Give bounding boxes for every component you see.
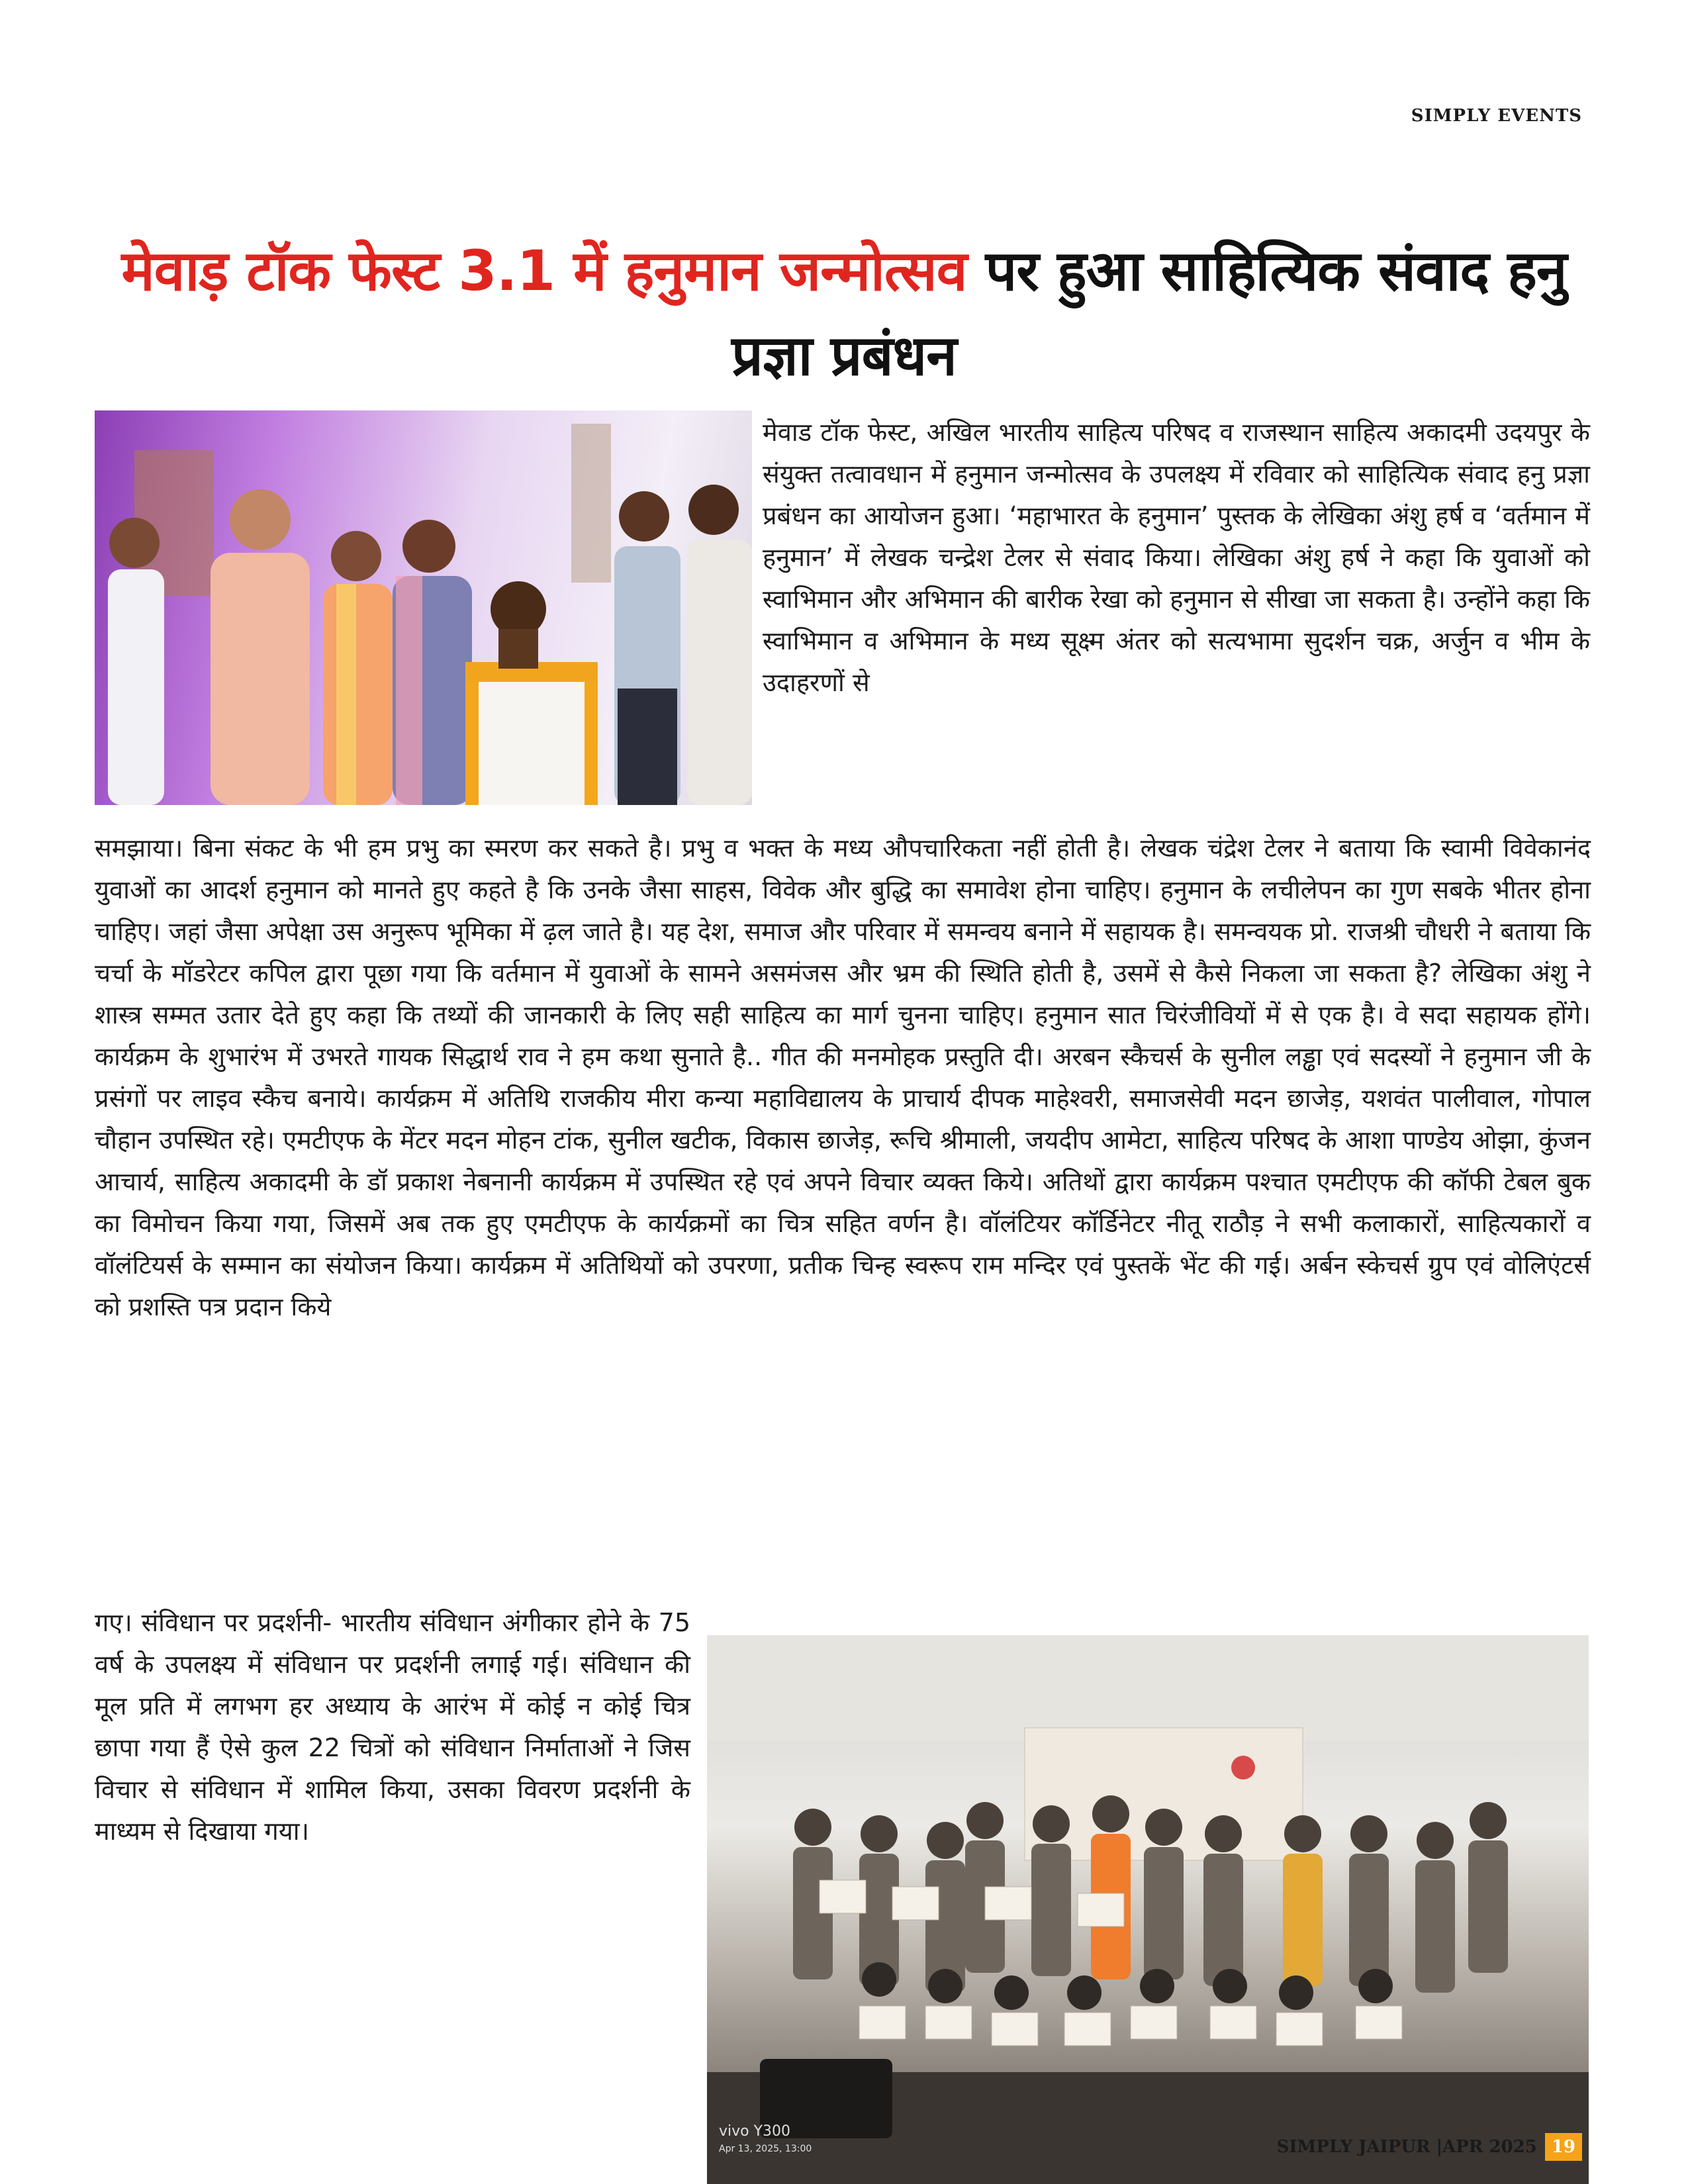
article-headline [93,228,1595,398]
photo-watermark [719,2123,812,2158]
article-paragraph-3: गए। संविधान पर प्रदर्शनी- भारतीय संविधान अंगीकार होने के 75 वर्ष के उपलक्ष्य में संविधान पर प्रदर्शनी लगाई गई। संविधान की मूल प्रति में लगभग हर अध्याय के आरंभ में कोई न कोई चित्र छापा गया हैं ऐसे कुल 22 चित्रों को संविधान निर्माताओं ने जिस विचार से संविधान में शामिल किया, उसका विवरण प्रदर्शनी के माध्यम से दिखाया गया। [95,1608,690,1846]
headline-rest: पर हुआ साहित्यिक संवाद हनु प्रज्ञा प्रबंधन [731,238,1567,388]
idol-table [465,581,598,805]
person-6 [687,485,752,805]
page-footer [1277,2133,1582,2161]
article-paragraph-1: मेवाड टॉक फेस्ट, अखिल भारतीय साहित्य परिषद व राजस्थान साहित्य अकादमी उदयपुर के संयुक्त तत्वावधान में हनुमान जन्मोत्सव के उपलक्ष्य में रविवार को साहित्यिक संवाद हनु प्रज्ञा प्रबंधन का आयोजन हुआ। ‘महाभारत के हनुमान’ पुस्तक के लेखिका अंशु हर्ष व ‘वर्तमान में हनुमान’ में लेखक चन्द्रेश टेलर से संवाद किया। लेखिका अंशु हर्ष ने कहा कि युवाओं को स्वाभिमान और अभिमान की बारीक रेखा को हनुमान से सीखा जा सकता है। उन्होंने कहा कि स्वाभिमान व अभिमान के मध्य सूक्ष्म अंतर को सत्यभामा सुदर्शन चक्र, अर्जुन व भीम के उदाहरणों से [763,418,1590,697]
event-photo-guests [95,410,752,805]
page-number: 19 [1545,2133,1582,2161]
event-photo-certificates [707,1635,1589,2184]
section-tag: SIMPLY EVENTS [1411,106,1582,126]
person-4 [393,520,472,805]
person-5 [614,491,680,805]
watermark-model: vivo Y300 [719,2123,791,2140]
person-2 [211,489,310,805]
article-paragraph-2: समझाया। बिना संकट के भी हम प्रभु का स्मरण कर सकते है। प्रभु व भक्त के मध्य औपचारिकता नहीं होती है। लेखक चंद्रेश टेलर ने बताया कि स्वामी विवेकानंद युवाओं का आदर्श हनुमान को मानते हुए कहते है कि उनके जैसा साहस, विवेक और बुद्धि का समावेश होना चाहिए। हनुमान के लचीलेपन का गुण सबके भीतर होना चाहिए। जहां जैसा अपेक्षा उस अनुरूप भूमिका में ढ़ल जाते है। यह देश, समाज और परिवार में समन्वय बनाने में सहायक है। समन्वयक प्रो. राजश्री चौधरी ने बताया कि चर्चा के मॉडरेटर कपिल द्वारा पूछा गया कि वर्तमान में युवाओं के सामने असमंजस और भ्रम की स्थिति होती है, उसमें से कैसे निकला जा सकता है? लेखिका अंशु ने शास्त्र सम्मत उतार देते हुए कहा कि तथ्यों की जानकारी के लिए सही साहित्य का मार्ग चुनना चाहिए। हनुमान सात चिरंजीवियों में से एक है। वे सदा सहायक होंगे। कार्यक्रम के शुभारंभ में उभरते गायक सिद्धार्थ राव ने हम कथा सुनाते है.. गीत की मनमोहक प्रस्तुति दी। अरबन स्कैचर्स के सुनील लड्ढा एवं सदस्यों ने हनुमान जी के प्रसंगों पर लाइव स्कैच बनाये। कार्यक्रम में अतिथि राजकीय मीरा कन्या महाविद्यालय के प्राचार्य दीपक माहेश्वरी, समाजसेवी मदन छाजेड़, यशवंत पालीवाल, गोपाल चौहान उपस्थित रहे। एमटीएफ के मेंटर मदन मोहन टांक, सुनील खटीक, विकास छाजेड़, रूचि श्रीमाली, जयदीप आमेटा, साहित्य परिषद के आशा पाण्डेय ओझा, कुंजन आचार्य, साहित्य अकादमी के डॉ प्रकाश नेबनानी कार्यक्रम में उपस्थित रहे एवं अपने विचार व्यक्त किये। अतिथों द्वारा कार्यक्रम पश्चात एमटीएफ की कॉफी टेबल बुक का विमोचन किया गया, जिसमें अब तक हुए एमटीएफ के कार्यक्रमों का चित्र सहित वर्णन है। वॉलंटियर कॉर्डिनेटर नीतू राठौड़ ने सभी कलाकारों, साहित्यकारों व वॉलंटियर्स के सम्मान का संयोजन किया। कार्यक्रम में अतिथियों को उपरणा, प्रतीक चिन्ह स्वरूप राम मन्दिर एवं पुस्तकें भेंट की गई। अर्बन स्केचर्स ग्रुप एवं वोलिएंटर्स को प्रशस्ति पत्र प्रदान किये [95,833,1591,1321]
publication-name: SIMPLY JAIPUR |APR 2025 [1276,2137,1537,2157]
watermark-datetime: Apr 13, 2025, 13:00 [719,2144,812,2154]
person-3 [323,531,393,805]
headline-highlight: मेवाड़ टॉक फेस्ट 3.1 में हनुमान जन्मोत्सव [121,238,967,303]
